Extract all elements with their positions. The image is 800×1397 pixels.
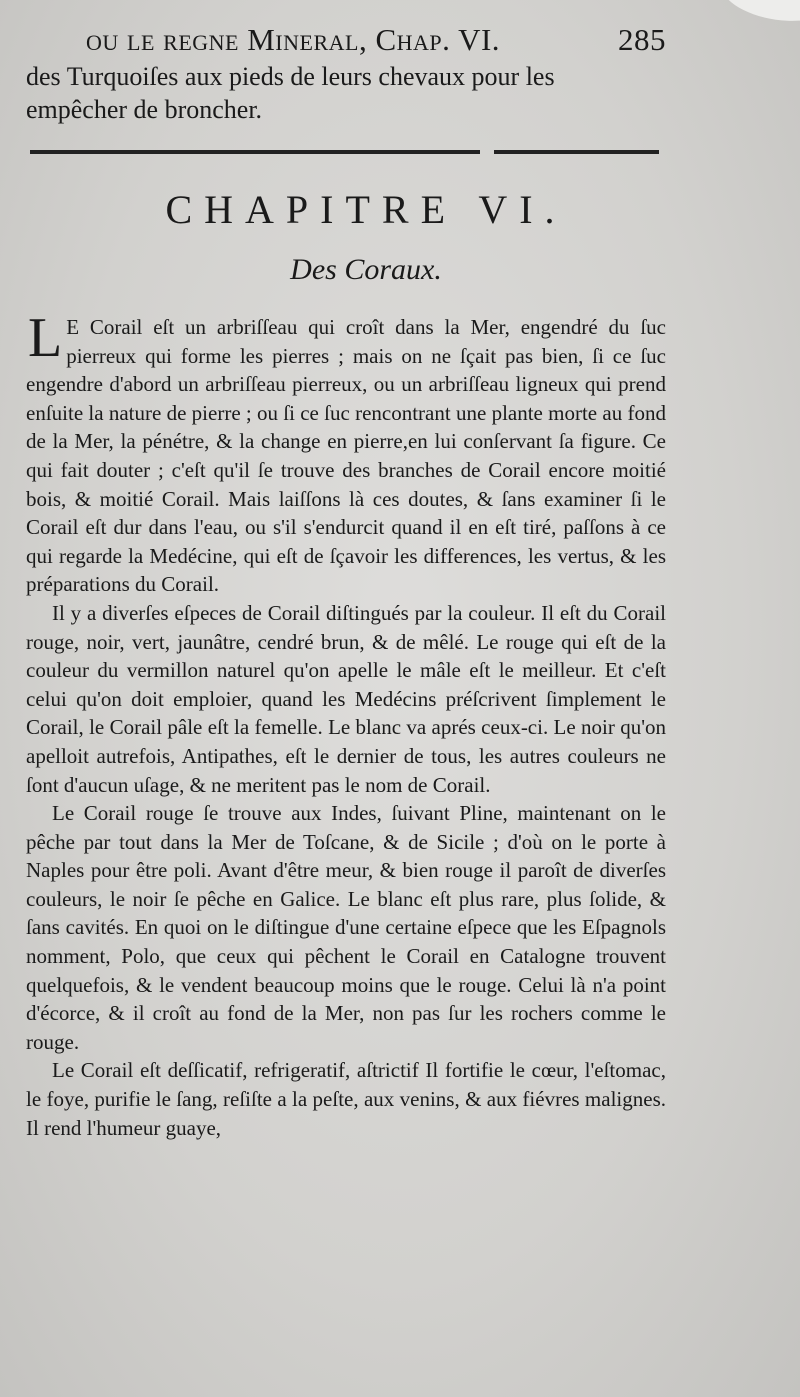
chapter-title: CHAPITRE VI. — [165, 187, 567, 232]
paragraph: Le Corail eſt deſſicatif, refrigeratif, aſtrictif Il fortifie le cœur, l'eſtomac, le foye, purifie le ſang, reſiſte a la peſte, aux venins, & aux fiévres malignes. Il rend l'humeur guaye, — [26, 1058, 666, 1140]
text-line: empêcher de broncher. — [26, 95, 263, 124]
running-head-title: ou le regne Mineral, Chap. VI. — [86, 22, 501, 57]
chapter-subtitle: Des Coraux. — [290, 253, 442, 286]
paragraph: Il y a diverſes eſpeces de Corail diſtingués par la couleur. Il eſt du Corail rouge, noir, vert, jaunâtre, cendré brun, & de mêlé. Le rouge qui eſt de la couleur du vermillon naturel qu'on apelle le mâle eſt le meilleur. Et c'eſt celui qu'on doit emploier, quand les Medécins préſcrivent ſimplement le Corail, le Corail pâle eſt la femelle. Le blanc va aprés ceux-ci. Le noir qu'on apelloit autrefois, Antipathes, eſt le dernier de tous, les autres couleurs ne ſont d'aucun uſage, & ne meritent pas le nom de Corail. — [26, 600, 666, 797]
continued-text — [26, 60, 666, 126]
text-line: des Turquoiſes aux pieds de leurs chevaux pour les — [26, 62, 555, 91]
drop-cap: L — [28, 307, 63, 369]
paragraph: Le Corail rouge ſe trouve aux Indes, ſuivant Pline, maintenant on le pêche par tout dans la Mer de Toſcane, & de Sicile ; d'où on le porte à Naples pour être poli. Avant d'être meur, & bien rouge il paroît de diverſes couleurs, le noir ſe pêche en Galice. Le blanc eſt plus rare, plus ſolide, & ſans cavités. En quoi on le diſtingue d'une certaine eſpece que les Eſpagnols nomment, Polo, que ceux qui pêchent le Corail en Catalogne trouvent quelquefois, & le vendent beaucoup moins que le rouge. Celui là n'a point d'écorce, & il croît au fond de la Mer, non pas ſur les rochers comme le rouge. — [26, 801, 666, 1054]
section-rule — [30, 150, 666, 154]
rule-right — [494, 150, 659, 154]
body-text — [26, 307, 667, 1142]
running-head — [26, 22, 666, 58]
page-corner — [716, 0, 800, 28]
paragraph — [26, 307, 667, 599]
rule-left — [30, 150, 480, 154]
page-number: 285 — [618, 22, 666, 57]
first-word-rest: E — [66, 315, 80, 339]
paragraph-text: Corail eſt un arbriſſeau qui croît dans la Mer, engendré du ſuc pierreux qui forme les pierres ; mais on ne ſçait pas bien, ſi ce ſuc engendre d'abord un arbriſſeau pierreux, ou un arbriſſeau ligneux qui prend enſuite la nature de pierre ; ou ſi ce ſuc rencontrant une plante morte au fond de la Mer, la pénétre, & la change en pierre,en lui conſervant ſa figure. Ce qui fait douter ; c'eſt qu'il ſe trouve des branches de Corail encore moitié bois, & moitié Corail. Mais laiſſons là ces doutes, & ſans examiner ſi le Corail eſt dur dans l'eau, ou s'il s'endurcit quand il en eſt tiré, paſſons à ce qui regarde la Medécine, qui eſt de ſçavoir les differences, les vertus, & les préparations du Corail. — [26, 315, 667, 597]
page-content — [26, 22, 666, 1142]
